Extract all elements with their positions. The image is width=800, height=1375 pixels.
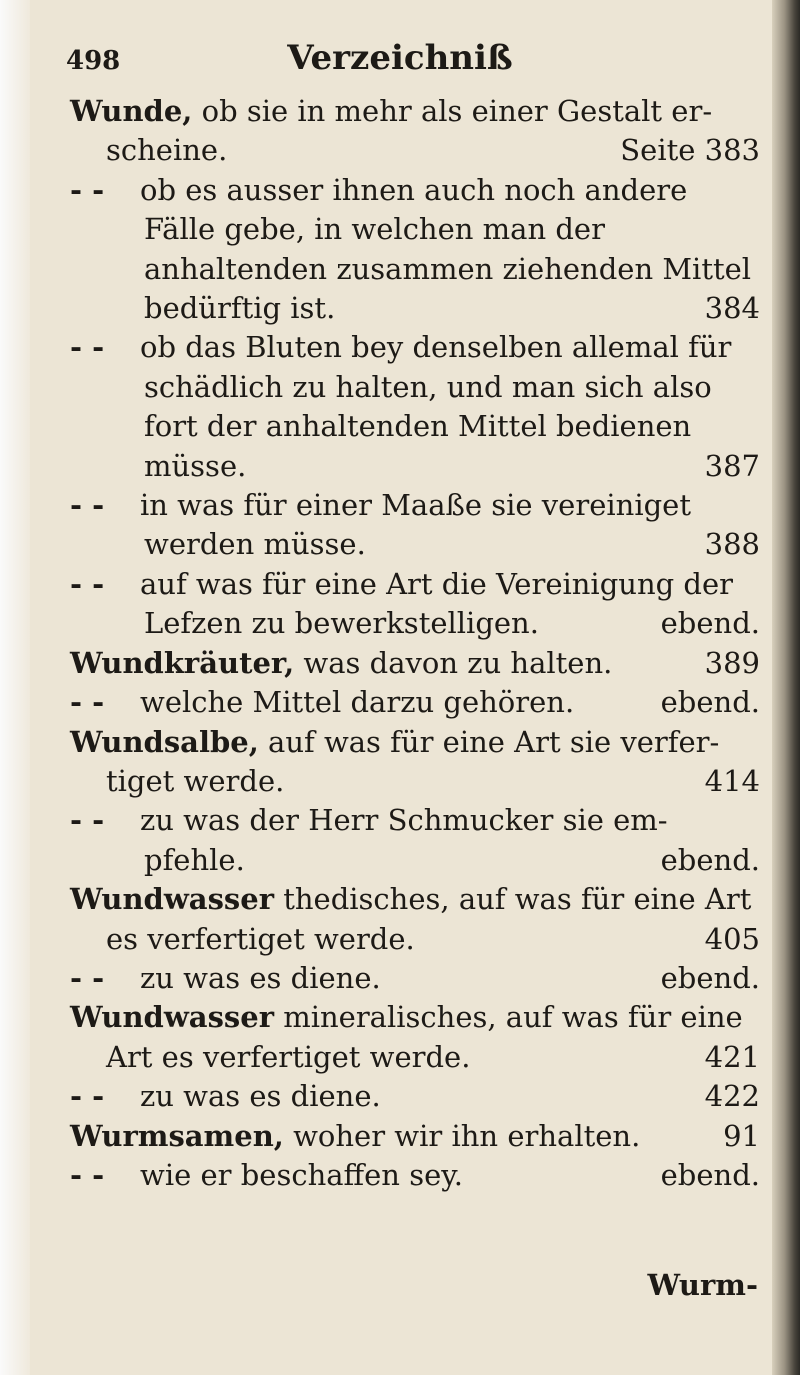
index-entry (70, 644, 760, 683)
entry-text: zu was der Herr Schmucker sie em-pfehle. (140, 803, 668, 877)
page-number: 498 (66, 46, 121, 76)
page-reference: ebend. (660, 842, 760, 877)
page-header (60, 38, 740, 88)
repeat-dash: - - (70, 172, 105, 207)
index-entry (70, 1117, 760, 1156)
index-subentry (70, 959, 760, 998)
entry-text: wie er beschaffen sey. (140, 1157, 463, 1192)
page-reference: 405 (704, 921, 760, 956)
page-reference: 388 (704, 527, 760, 562)
index-entry (70, 92, 760, 171)
page-reference: ebend. (660, 685, 760, 720)
entry-text: welche Mittel darzu gehören. (140, 685, 575, 720)
index-subentry (70, 486, 760, 565)
index-subentry (70, 565, 760, 644)
entry-text: thedisches, auf was für eine Art es verfertiget werde. (106, 882, 752, 956)
entry-headword: Wundwasser (70, 1000, 274, 1035)
entry-headword: Wundkräuter, (70, 645, 295, 680)
page-reference: 389 (704, 645, 760, 680)
entry-text: mineralisches, auf was für eine Art es verfertiget werde. (106, 1000, 743, 1074)
page-reference: Seite 383 (620, 133, 760, 168)
page-reference: ebend. (660, 606, 760, 641)
entry-headword: Wurmsamen, (70, 1118, 284, 1153)
entry-text: ob es ausser ihnen auch noch andere Fälle gebe, in welchen man der anhaltenden zusammen ziehenden Mittel bedürftig ist. (140, 172, 752, 326)
page-reference: 91 (723, 1118, 760, 1153)
repeat-dash: - - (70, 1079, 105, 1114)
repeat-dash: - - (70, 330, 105, 365)
index-entry (70, 998, 760, 1077)
entry-text: auf was für eine Art die Vereinigung der Lefzen zu bewerkstelligen. (140, 566, 733, 641)
entry-text: was davon zu halten. (294, 645, 613, 680)
running-title: Verzeichniß (287, 38, 513, 78)
repeat-dash: - - (70, 685, 105, 720)
index-subentry (70, 683, 760, 722)
entry-text: woher wir ihn erhalten. (283, 1118, 641, 1153)
index-subentry (70, 1077, 760, 1116)
page-margin (0, 0, 30, 1375)
page-reference: 414 (704, 763, 760, 798)
catchword: Wurm- (647, 1268, 758, 1302)
repeat-dash: - - (70, 803, 105, 838)
entry-text: ob sie in mehr als einer Gestalt er-scheine. (106, 94, 713, 168)
entry-text: in was für einer Maaße sie vereiniget werden müsse. (140, 488, 691, 562)
page-reference: 422 (704, 1079, 760, 1114)
entry-headword: Wundwasser (70, 882, 274, 917)
index-subentry (70, 1156, 760, 1195)
entry-text: auf was für eine Art sie verfer-tiget werde. (106, 724, 720, 798)
repeat-dash: - - (70, 1157, 105, 1192)
entry-text: zu was es diene. (140, 1079, 381, 1114)
entry-headword: Wundsalbe, (70, 724, 259, 759)
index-subentry (70, 171, 760, 329)
page-reference: 421 (704, 1039, 760, 1074)
repeat-dash: - - (70, 488, 105, 523)
index-entry (70, 880, 760, 959)
entry-text: zu was es diene. (140, 960, 381, 995)
entry-text: ob das Bluten bey denselben allemal für schädlich zu halten, und man sich also fort der anhaltenden Mittel bedienen müsse. (140, 330, 732, 483)
index-entry (70, 723, 760, 802)
page-reference: ebend. (660, 960, 760, 995)
page-reference: ebend. (660, 1157, 760, 1192)
index-subentry (70, 328, 760, 486)
page-reference: 387 (704, 448, 760, 483)
repeat-dash: - - (70, 960, 105, 995)
page-reference: 384 (704, 291, 760, 326)
index-subentry (70, 801, 760, 880)
entry-headword: Wunde, (70, 94, 193, 128)
repeat-dash: - - (70, 566, 105, 601)
page-gutter-edge (772, 0, 800, 1375)
index-entries (70, 92, 760, 1195)
